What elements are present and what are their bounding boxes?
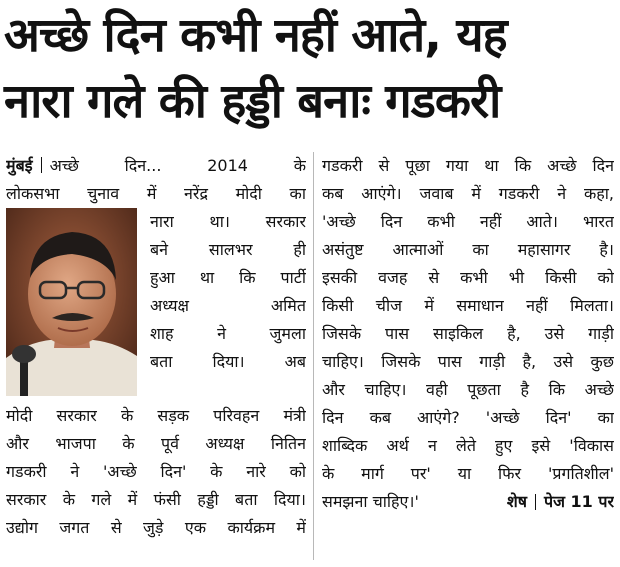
article-line: शाह ने जुमला [150, 324, 306, 343]
article-line: बने सालभर ही [150, 240, 306, 259]
article-line: चाहिए। जिसके पास गाड़ी है, उसे कुछ [322, 352, 614, 371]
article-line: अध्यक्ष अमित [150, 296, 306, 315]
article-line: के मार्ग पर' या फिर 'प्रगतिशील' [322, 464, 614, 483]
article-line: लोकसभा चुनाव में नरेंद्र मोदी का [6, 184, 306, 203]
article-line: इसकी वजह से कभी भी किसी को [322, 268, 614, 287]
article-lead-text: अच्छे दिन... 2014 के [49, 156, 306, 175]
headline-line-2: नारा गले की हड्डी बनाः गडकरी [4, 74, 501, 129]
column-divider [313, 152, 314, 560]
portrait-image [6, 208, 137, 396]
article-line: असंतुष्ट आत्माओं का महासागर है। [322, 240, 614, 259]
article-line: हुआ था कि पार्टी [150, 268, 306, 287]
article-line: बता दिया। अब [150, 352, 306, 371]
article-last-line [322, 488, 614, 516]
article-line: और चाहिए। वही पूछता है कि अच्छे [322, 380, 614, 399]
continued-on [507, 488, 614, 516]
article-line: नारा था। सरकार [150, 212, 306, 231]
headline-line-1: अच्छे दिन कभी नहीं आते, यह [4, 8, 507, 63]
article-line: उद्योग जगत से जुड़े एक कार्यक्रम में [6, 518, 306, 537]
dateline-separator [41, 157, 42, 173]
article-first-line [6, 152, 306, 180]
article-line: किसी चीज में समाधान नहीं मिलता। [322, 296, 614, 315]
article-line: गडकरी से पूछा गया था कि अच्छे दिन [322, 156, 614, 175]
article-line: शाब्दिक अर्थ न लेते हुए इसे 'विकास [322, 436, 614, 455]
continued-separator [535, 494, 536, 510]
article-left-column [6, 152, 306, 208]
dateline: मुंबई [6, 156, 33, 175]
article-line: गडकरी ने 'अच्छे दिन' के नारे को [6, 462, 306, 481]
continued-page: पेज 11 पर [544, 492, 614, 511]
article-line: 'अच्छे दिन कभी नहीं आते। भारत [322, 212, 614, 231]
article-closing-text: समझना चाहिए।' [322, 492, 419, 511]
article-right-column [322, 152, 614, 516]
gadkari-photo [6, 208, 137, 396]
article-left-bottom [6, 402, 306, 542]
article-line: मोदी सरकार के सड़क परिवहन मंत्री [6, 406, 306, 425]
continued-label: शेष [506, 492, 527, 511]
article-line: सरकार के गले में फंसी हड्डी बता दिया। [6, 490, 306, 509]
article-line: कब आएंगे। जवाब में गडकरी ने कहा, [322, 184, 614, 203]
article-line: और भाजपा के पूर्व अध्यक्ष नितिन [6, 434, 306, 453]
article-line: जिसके पास साइकिल है, उसे गाड़ी [322, 324, 614, 343]
text-beside-photo [150, 208, 306, 376]
article-line: दिन कब आएंगे? 'अच्छे दिन' का [322, 408, 614, 427]
